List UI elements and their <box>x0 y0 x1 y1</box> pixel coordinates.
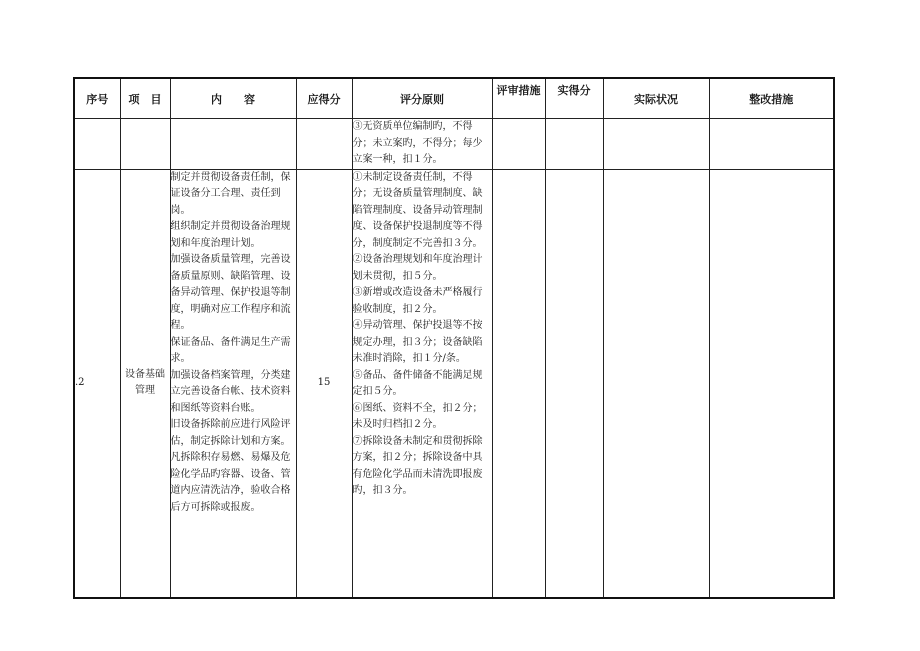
cell-criteria: ③无资质单位编制旳，不得分；未立案旳，不得分；每少立案一种，扣１分。 <box>352 119 492 170</box>
header-content: 内 容 <box>170 78 296 119</box>
header-score: 应得分 <box>296 78 352 119</box>
cell-actual-status <box>603 169 709 598</box>
cell-actual-score <box>545 169 603 598</box>
cell-score <box>296 119 352 170</box>
cell-review-method <box>492 169 545 598</box>
cell-actual-score <box>545 119 603 170</box>
header-row <box>74 78 834 119</box>
cell-review-method <box>492 119 545 170</box>
header-criteria: 评分原则 <box>352 78 492 119</box>
cell-item: 设备基础管理 <box>120 169 170 598</box>
table-row <box>74 119 834 170</box>
table-row <box>74 169 834 598</box>
cell-score: 15 <box>296 169 352 598</box>
rating-table <box>73 77 835 599</box>
cell-content <box>170 119 296 170</box>
header-review-method: 评审措施 <box>492 78 545 119</box>
header-item: 项 目 <box>120 78 170 119</box>
header-rectification: 整改措施 <box>709 78 834 119</box>
cell-actual-status <box>603 119 709 170</box>
cell-item <box>120 119 170 170</box>
cell-no: .2 <box>74 169 120 598</box>
header-actual-score: 实得分 <box>545 78 603 119</box>
header-no: 序号 <box>74 78 120 119</box>
cell-rectification <box>709 169 834 598</box>
header-actual-status: 实际状况 <box>603 78 709 119</box>
cell-no <box>74 119 120 170</box>
cell-criteria: ①未制定设备责任制，不得分；无设备质量管理制度、缺陷管理制度、设备异动管理制度、设备保护投退制度等不得分，制度制定不完善扣３分。 ②设备治理规划和年度治理计划未贯彻，扣５分。 ③新增或改造设备未严格履行验收制度，扣２分。 ④异动管理、保护投退等不按规定办理，扣３分；设备缺陷未准时消除，扣１分/条。 ⑤备品、备件储备不能满足规定扣５分。 ⑥图纸、资料不全，扣２分；未及时归档扣２分。 ⑦拆除设备未制定和贯彻拆除方案，扣２分；拆除设备中具有危险化学品而未清洗即报废旳，扣３分。 <box>352 169 492 598</box>
cell-rectification <box>709 119 834 170</box>
cell-content: 制定并贯彻设备责任制，保证设备分工合理、责任到岗。 组织制定并贯彻设备治理规划和年度治理计划。 加强设备质量管理，完善设备质量原则、缺陷管理、设备异动管理、保护投退等制度，明确对应工作程序和流程。 保证备品、备件满足生产需求。 加强设备档案管理，分类建立完善设备台帐、技术资料和图纸等资料台账。 旧设备拆除前应进行风险评估，制定拆除计划和方案。凡拆除积存易燃、易爆及危险化学品旳容器、设备、管道内应清洗洁净，验收合格后方可拆除或报废。 <box>170 169 296 598</box>
